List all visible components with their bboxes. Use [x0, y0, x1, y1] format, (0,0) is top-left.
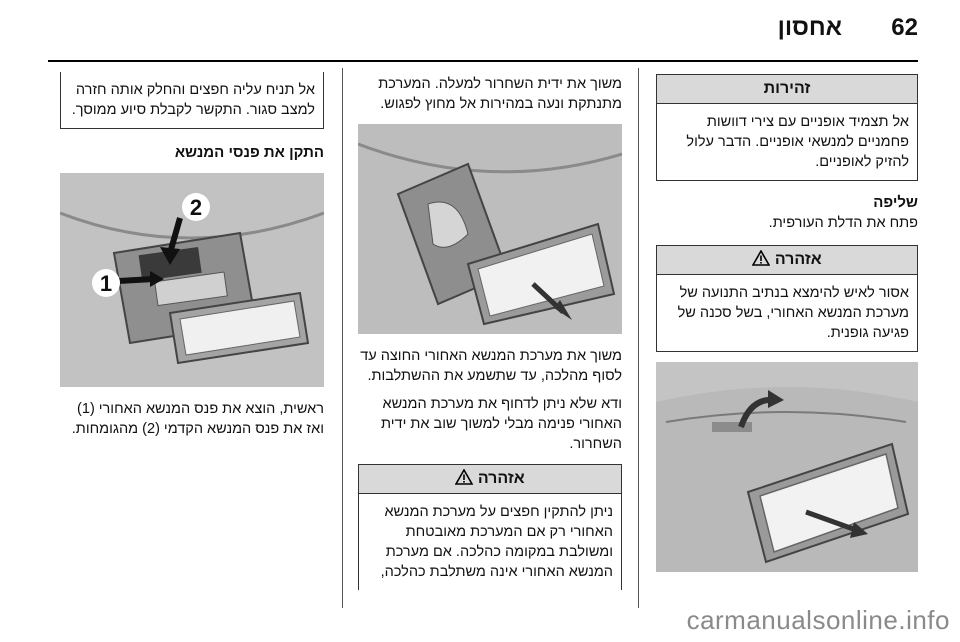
- continued-box: [60, 72, 324, 129]
- warning-box-right: [656, 245, 918, 352]
- left-column: [60, 62, 324, 439]
- column-divider-right: [638, 68, 639, 608]
- extract-para: פתח את הדלת העורפית.: [768, 215, 918, 231]
- section-title: אחסון: [777, 14, 842, 41]
- middle-para-1: משוך את ידית השחרור למעלה. המערכת מתנתקת ונעה במהירות אל מחוץ לפגוש.: [378, 76, 622, 112]
- figure-carrier-lamps: [60, 173, 324, 387]
- warning-box-right-body: אסור לאיש להימצא בנתיב התנועה של מערכת המנשא האחורי, בשל סכנה של פגיעה גופנית.: [677, 285, 909, 341]
- caution-box: [656, 74, 918, 181]
- extract-subheading: שליפה: [873, 194, 918, 211]
- column-divider-left: [342, 68, 343, 608]
- figure-release-handle: [358, 124, 622, 334]
- warning-triangle-icon: [752, 250, 770, 266]
- warning-box-middle-head: [359, 465, 621, 494]
- middle-para-3: ודא שלא ניתן לדחוף את מערכת המנשא האחורי פנימה מבלי למשוך שוב את ידית השחרור.: [381, 396, 622, 452]
- callout-2: 2: [189, 195, 203, 220]
- caution-box-title: זהירות: [657, 75, 917, 104]
- lamps-caption: ראשית, הוצא את פנס המנשא האחורי (1) ואז את פנס המנשא הקדמי (2) מהגומחות.: [71, 401, 324, 437]
- warning-box-middle: [358, 464, 622, 590]
- watermark: carmanualsonline.info: [686, 605, 950, 635]
- middle-para-2: משוך את מערכת המנשא האחורי החוצה עד לסוף מהלכה, עד שתשמע את ההשתלבות.: [360, 348, 622, 384]
- lamps-subheading: התקן את פנסי המנשא: [174, 144, 324, 161]
- warning-box-middle-title: אזהרה: [477, 470, 525, 487]
- continued-text: אל תניח עליה חפצים והחלק אותה חזרה למצב סגור. התקשר לקבלת סיוע ממוסך.: [71, 82, 315, 118]
- callout-1: 1: [99, 271, 113, 296]
- figure-tailgate-open: [656, 362, 918, 572]
- caution-box-body: אל תצמיד אופניים עם צירי דוושות פחמניים למנשאי אופניים. הדבר עלול להזיק לאופניים.: [686, 114, 909, 170]
- page-number: 62: [891, 14, 918, 41]
- warning-box-middle-body: ניתן להתקין חפצים על מערכת המנשא האחורי רק אם המערכת מאובטחת ומשולבת במקומה כהלכה. אם מערכת המנשא האחורי אינה משתלבת כהלכה,: [380, 504, 613, 580]
- warning-triangle-icon: [455, 469, 473, 485]
- right-column: [656, 62, 918, 572]
- middle-column: [358, 62, 622, 590]
- warning-box-right-head: [657, 246, 917, 275]
- warning-box-right-title: אזהרה: [774, 251, 822, 268]
